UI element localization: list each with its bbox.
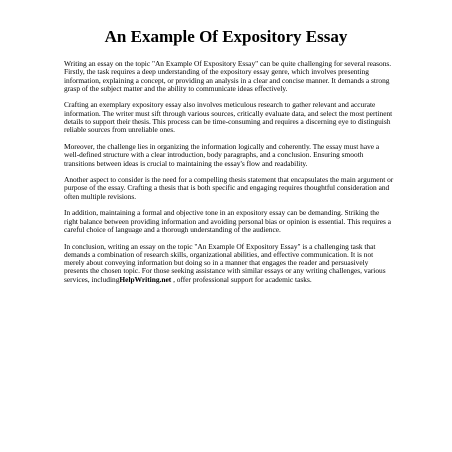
- paragraph-tone: In addition, maintaining a formal and objective tone in an expository essay can be demanding. Striking the right balance between providing information and avoiding personal bias or opinion is essential. This requires a careful choice of language and a thorough understanding of the audience.: [64, 208, 392, 234]
- essay-title: An Example Of Expository Essay: [104, 27, 348, 46]
- conclusion-tail: , offer professional support for academic tasks.: [171, 274, 312, 284]
- paragraph-thesis: Another aspect to consider is the need for a compelling thesis statement that encapsulates the main argument or purpose of the essay. Crafting a thesis that is both specific and engaging requires thoughtful consideration and often multiple revisions.: [64, 175, 394, 201]
- paragraph-organization: Moreover, the challenge lies in organizing the information logically and coherently. The essay must have a well-defined structure with a clear introduction, body paragraphs, and a conclusion. Ensuring smooth transitions between ideas is crucial to maintaining the essay's flow and readability.: [64, 141, 380, 168]
- paragraph-intro: Writing an essay on the topic "An Example Of Expository Essay" can be quite challenging for several reasons. Firstly, the task requires a deep understanding of the expository essay genre, which involves presenting information, explaining a concept, or providing an analysis in a clear and concise manner. It demands a strong grasp of the subject matter and the ability to communicate ideas effectively.: [64, 59, 392, 93]
- helpwriting-link[interactable]: HelpWriting.net: [119, 274, 172, 284]
- conclusion-text: In conclusion, writing an essay on the topic "An Example Of Expository Essay" is a challenging task that demands a combination of research skills, organizational abilities, and effective communication. It is not merely about conveying information but doing so in a manner that engages the reader and persuasively presents the chosen topic. For those seeking assistance with similar essays or any writing challenges, various services, including: [64, 241, 386, 284]
- paragraph-conclusion: [64, 243, 394, 284]
- essay-body: [64, 60, 394, 292]
- paragraph-research: Crafting an exemplary expository essay also involves meticulous research to gather relevant and accurate information. The writer must sift through various sources, critically evaluate data, and select the most pertinent details to support their thesis. This process can be time-consuming and requires a discerning eye to distinguish reliable sources from unreliable ones.: [64, 100, 393, 135]
